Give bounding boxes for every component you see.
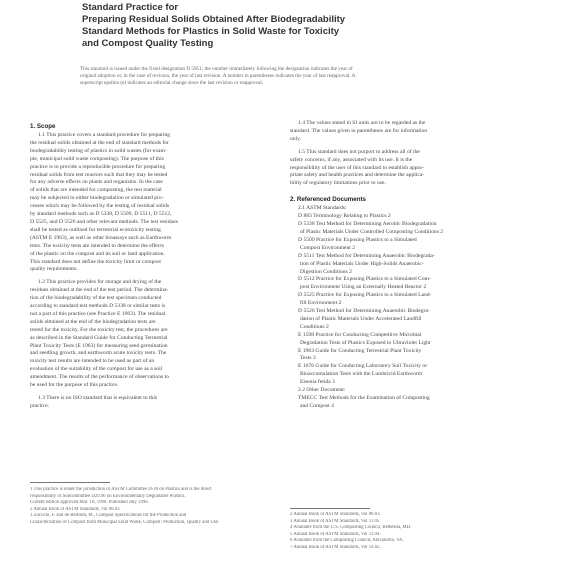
reference-entry: Conditions 2: [300, 323, 329, 330]
reference-entry: dation of Plastic Materials Under Accelerated Landfill: [300, 315, 422, 322]
text-line: amendment. The results of the performance of observations to: [30, 374, 169, 381]
footnote-line: responsibility of Subcommittee D20.96 on Environmentally Degradable Plastics.: [30, 493, 186, 499]
footnote-line: 7 Annual Book of ASTM Standards, Vol 14.02.: [290, 544, 381, 550]
footnote-line: 6 Available from the Composting Council, Alexandria, VA.: [290, 538, 404, 544]
paragraph-1-5: [290, 149, 545, 189]
text-line: of the plastic on the compost and its soil or land application.: [30, 250, 165, 257]
reference-entry: and Compost 4: [300, 402, 334, 409]
text-line: solids obtained at the end of the biodegradation tests are: [30, 318, 156, 325]
reference-entry: D 883 Terminology Relating to Plastics 2: [298, 213, 391, 220]
footnote-line: 2 Annual Book of ASTM Standards, Vol 08.03.: [290, 512, 381, 517]
footnotes-left: [30, 487, 284, 527]
text-line: priate safety and health practices and determine the applica-: [290, 172, 425, 179]
footnotes-right: [290, 512, 545, 552]
text-line: evaluation of the suitability of the compost for use as a soil: [30, 366, 163, 373]
text-line: 1.3 There is no ISO standard that is equivalent to this: [38, 395, 158, 401]
left-column: [30, 120, 284, 411]
title-line: Preparing Residual Solids Obtained After Biodegradability: [82, 14, 346, 25]
reference-entry: Bioaccumulation Tests with the Lumbricid Earthworm: [300, 371, 423, 378]
notice-line: original adoption or, in the case of revision, the year of last revision. A number in parentheses indicates the year of last reapproval. A: [80, 73, 356, 79]
reference-entry: fill Environment 2: [300, 300, 342, 307]
reference-entry: E 1963 Guide for Conducting Terrestrial Plant Toxicity: [298, 347, 422, 354]
footnote-line: 5 Annual Book of ASTM Standards, Vol 11.04.: [290, 531, 381, 537]
footnote-line: Current edition approved Mar. 10, 1996. Published July 1996.: [30, 500, 149, 506]
title-line: and Compost Quality Testing: [82, 38, 214, 49]
text-line: not a part of this practice (see Practice E 1963). The residual: [30, 310, 166, 317]
reference-entry: Digestion Conditions 2: [300, 268, 352, 275]
text-line: of solids that are intended for composting, the test material: [30, 187, 162, 194]
text-line: bility of regulatory limitations prior to use.: [290, 180, 386, 187]
text-line: tested for the toxicity. For the toxicity test, the procedures are: [30, 326, 168, 333]
text-line: be used for the purpose of this practice.: [30, 382, 119, 389]
text-line: ple, municipal solid waste composting). The purpose of this: [30, 155, 164, 162]
text-line: only.: [290, 135, 301, 142]
text-line: according to standard test methods D 5338 or similar tests is: [30, 303, 166, 310]
text-line: This standard does not define the toxicity limit or compost: [30, 258, 161, 265]
reference-entry: D 5525 Practice for Exposing Plastics to a Simulated Land-: [298, 292, 432, 299]
paragraph-1-1: [30, 132, 284, 274]
paragraph-1-4: [290, 120, 545, 144]
footnote-line: Characterization of Compost from Municipal Solid Waste, Compost: Production, Quality and Use.: [30, 519, 219, 525]
text-line: D 5525, and D 5526 and other relevant methods. The test residues: [30, 218, 178, 225]
text-line: 1.1 This practice covers a standard procedure for preparing: [38, 132, 171, 138]
reference-entry: E 1676 Guide for Conducting Laboratory Soil Toxicity or: [298, 363, 428, 370]
reference-entry: of Plastic Materials Under Controlled Composting Conditions 2: [300, 228, 444, 235]
text-line: cesses which may be followed by the testing of residual solids: [30, 203, 170, 210]
text-line: tests. The toxicity tests are intended to determine the effects: [30, 242, 165, 249]
reference-entry: Degradation Tests of Plastics Exposed to Ultraviolet Light: [300, 339, 431, 346]
text-line: 1.4 The values stated in SI units are to be regarded as the: [298, 120, 426, 126]
reference-entry: post Environment Using an Externally Heated Reactor 2: [300, 284, 427, 291]
reference-entry: TMECC Test Methods for the Examination of Composting: [298, 395, 430, 401]
text-line: residues obtained at the end of the test period. The determina-: [30, 287, 169, 294]
reference-entry: Compost Environment 2: [300, 244, 356, 251]
reference-entry: E 1598 Practice for Conducting Competitive Microbial: [298, 331, 422, 338]
text-line: by standard methods such as D 5338, D 5509, D 5511, D 5512,: [30, 211, 172, 218]
footnote-line: 4 Available from the U.S. Composting Council, Bethesda, MD.: [290, 525, 412, 531]
footnote-rule-left: [30, 482, 110, 483]
text-line: and seedling growth, and earthworm acute toxicity tests. The: [30, 350, 167, 357]
text-line: tion of the biodegradability of the test specimen conducted: [30, 295, 162, 302]
text-line: responsibility of the user of this standard to establish appro-: [290, 164, 425, 171]
paragraph-1-2: [30, 279, 284, 390]
reference-entry: D 5512 Practice for Exposing Plastics to a Simulated Com-: [298, 276, 431, 283]
footnote-line: 1 This practice is under the jurisdiction of ASTM Committee D-20 on Plastics and is the direct: [30, 487, 212, 492]
reference-entry: D 5338 Test Method for Determining Aerobic Biodegradation: [298, 221, 437, 228]
reference-entry: tion of Plastic Materials Under High-Solids Anaerobic-: [300, 260, 424, 267]
reference-entry: 2.2 Other Document:: [298, 387, 346, 394]
right-column: [290, 120, 545, 411]
reference-entry: D 5509 Practice for Exposing Plastics to a Simulated: [298, 236, 417, 243]
title-line: Standard Methods for Plastics in Solid Waste for Toxicity: [82, 26, 340, 37]
text-line: standard. The values given in parentheses are for information: [290, 127, 428, 134]
reference-entry: D 5511 Test Method for Determining Anaerobic Biodegrada-: [298, 252, 435, 259]
text-line: practice is to provide a reproducible procedure for preparing: [30, 163, 166, 170]
text-line: biodegradability testing of plastics in solid wastes (for exam-: [30, 147, 167, 154]
reference-entry: D 5526 Test Method for Determining Anaerobic Biodegra-: [298, 308, 430, 315]
text-line: shall be tested as outlined for terrestrial ecotoxicity testing: [30, 226, 161, 233]
designation-notice: [80, 66, 500, 87]
text-line: the residual solids obtained at the end of standard methods for: [30, 139, 169, 146]
reference-list: [290, 213, 545, 411]
text-line: as described in the Standard Guide for Conducting Terrestrial: [30, 334, 168, 341]
notice-line: superscript epsilon (e) indicates an editorial change since the last revision or reapproval.: [80, 80, 264, 86]
footnote-line: 3 Annual Book of ASTM Standards, Vol 11.05.: [290, 518, 381, 524]
reference-entry: Eisenia fetida 3: [300, 379, 335, 386]
astm-standards-label: 2.1 ASTM Standards:: [298, 205, 347, 212]
footnote-line: 3 Zucconi, F. and de Bertoldi, M., Compost Specifications for the Production and: [30, 513, 187, 519]
text-line: Plant Toxicity Tests (E 1963) for measuring seed germination: [30, 342, 168, 349]
text-line: toxicity test results are intended to be used as part of an: [30, 358, 155, 365]
text-line: 1.5 This standard does not purport to address all of the: [298, 148, 420, 155]
text-line: may be subjected to either biodegradation or simulated pro-: [30, 195, 164, 202]
section-heading-scope: 1. Scope: [30, 123, 56, 130]
paragraph-1-3: [30, 395, 284, 411]
text-line: (ASTM E 1963), as well as other bioassays such as Earthworm: [30, 234, 172, 241]
reference-entry: Tests 3: [300, 355, 316, 362]
text-line: 1.2 This practice provides for storage and drying of the: [38, 279, 162, 286]
text-line: practice.: [30, 402, 50, 409]
text-line: for any adverse effects on plants and organisms. In the case: [30, 179, 163, 186]
document-title: [82, 2, 502, 50]
footnote-line: 2 Annual Book of ASTM Standards, Vol 08.03.: [30, 506, 121, 512]
notice-line: This standard is issued under the fixed designation D 5951; the number immediately following the designation indicates the year of: [80, 66, 353, 72]
text-line: quality requirements.: [30, 266, 78, 273]
text-line: safety concerns, if any, associated with its use. It is the: [290, 156, 413, 163]
section-heading-referenced-documents: 2. Referenced Documents: [290, 196, 366, 204]
text-line: residual solids from test reactors such that they may be tested: [30, 171, 168, 178]
title-line: Standard Practice for: [82, 2, 179, 13]
footnote-rule-right: [290, 508, 370, 509]
